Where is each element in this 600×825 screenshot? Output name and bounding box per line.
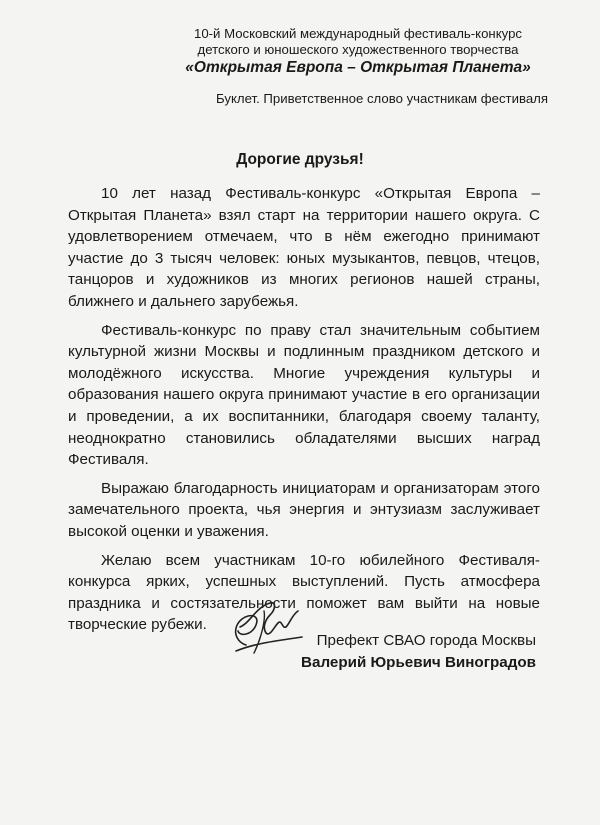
signatory-name: Валерий Юрьевич Виноградов bbox=[301, 654, 536, 671]
signatory-position: Префект СВАО города Москвы bbox=[316, 632, 536, 649]
greeting-heading: Дорогие друзья! bbox=[236, 151, 364, 168]
letter-body bbox=[68, 183, 540, 643]
paragraph-1: 10 лет назад Фестиваль-конкурс «Открытая Европа – Открытая Планета» взял старт на территории нашего округа. С удовлетворением отмечаем, что в нём ежегодно принимают участие до 3 тысяч человек: юных музыкантов, певцов, чтецов, танцоров и художников из многих регионов нашей страны, ближнего и дальнего зарубежья. bbox=[68, 185, 540, 310]
handwritten-signature bbox=[226, 597, 308, 659]
paragraph-4: Желаю всем участникам 10-го юбилейного Фестиваля-конкурса ярких, успешных выступлений. Пусть атмосфера праздника и состязательности поможет вам выйти на новые творческие рубежи. bbox=[68, 551, 540, 634]
festival-line-2: детского и юношеского художественного творчества bbox=[197, 42, 519, 57]
paragraph-2: Фестиваль-конкурс по праву стал значительным событием культурной жизни Москвы и подлинным праздником детского и молодёжного искусства. Многие учреждения культуры и образования нашего округа принимают участие в его организации и проведении, а их воспитанники, благодаря своему таланту, неоднократно становились обладателями высших наград Фестиваля. bbox=[68, 321, 540, 469]
paragraph-3: Выражаю благодарность инициаторам и организаторам этого замечательного проекта, чья энергия и энтузиазм заслуживает высокой оценки и уважения. bbox=[68, 479, 540, 540]
signatory-block bbox=[301, 630, 536, 674]
letter-header bbox=[168, 26, 548, 77]
booklet-caption: Буклет. Приветственное слово участникам фестиваля bbox=[216, 91, 548, 106]
festival-title: «Открытая Европа – Открытая Планета» bbox=[185, 59, 531, 76]
festival-line-1: 10-й Московский международный фестиваль-конкурс bbox=[193, 26, 523, 41]
